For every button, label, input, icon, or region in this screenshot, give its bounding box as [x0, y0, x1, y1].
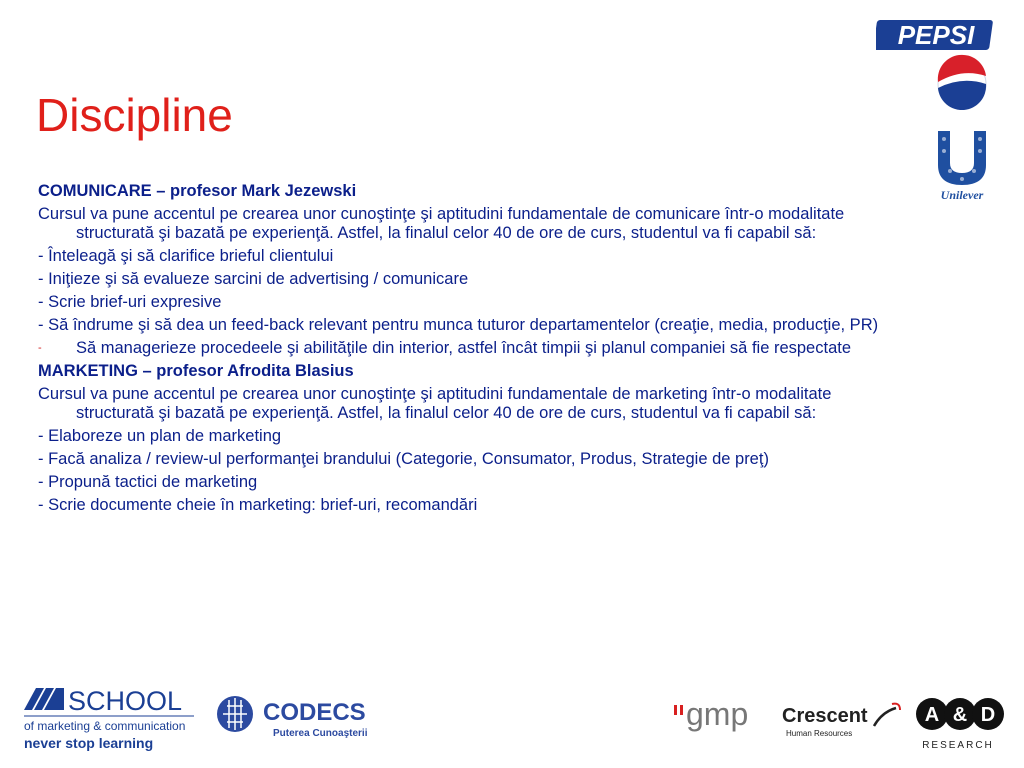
pepsi-wordmark: PEPSI	[897, 20, 975, 50]
iaa-school-subtitle: of marketing & communication	[24, 719, 186, 733]
list-item: - Înteleagă şi să clarifice brieful clientului	[38, 247, 334, 265]
iaa-school-logo	[20, 686, 198, 754]
svg-text:&: &	[952, 704, 968, 726]
list-item: - Scrie documente cheie în marketing: brief-uri, recomandări	[38, 496, 478, 514]
bullet-marker: -	[38, 342, 42, 354]
slide-body	[38, 182, 888, 519]
list-item: - Elaboreze un plan de marketing	[38, 427, 282, 445]
ad-research-logo	[910, 694, 1006, 752]
slide-title: Discipline	[36, 89, 233, 141]
codecs-logo	[215, 688, 385, 744]
gmp-logo	[672, 695, 772, 739]
iaa-school-wordmark: SCHOOL	[68, 686, 183, 716]
list-item: - Iniţieze şi să evalueze sarcini de advertising / comunicare	[38, 270, 469, 288]
pepsi-logo	[876, 14, 996, 110]
section-heading-marketing: MARKETING – profesor Afrodita Blasius	[38, 362, 354, 380]
codecs-wordmark: CODECS	[263, 699, 366, 726]
ad-research-wordmark: RESEARCH	[922, 740, 994, 751]
gmp-wordmark: gmp	[686, 696, 749, 732]
iaa-school-tagline: never stop learning	[24, 735, 154, 751]
list-item: - Propună tactici de marketing	[38, 473, 258, 491]
section-intro-comunicare: Cursul va pune accentul pe crearea unor cunoştinţe şi aptitudini fundamentale de comunicare într-o modalitate structurată şi bazată pe experienţă. Astfel, la finalul celor 40 de ore de curs, studentul va fi capabil să:	[38, 205, 845, 242]
list-item-bulleted	[38, 339, 888, 358]
list-item: - Facă analiza / review-ul performanţei brandului (Categorie, Consumator, Produs, Strategie de preţ)	[38, 450, 769, 468]
crescent-subtitle: Human Resources	[786, 729, 853, 738]
svg-text:A: A	[924, 704, 940, 726]
bullet-item-text: Să managerieze procedeele şi abilităţile din interior, astfel încât timpii şi planul companiei să fie respectate	[76, 339, 852, 357]
crescent-wordmark: Crescent	[782, 705, 868, 727]
crescent-logo	[780, 698, 908, 742]
unilever-wordmark: Unilever	[940, 188, 984, 202]
list-item: - Să îndrume şi să dea un feed-back relevant pentru munca tuturor departamentelor (creaţie, media, producţie, PR)	[38, 316, 879, 334]
codecs-subtitle: Puterea Cunoaşterii	[273, 728, 368, 739]
svg-text:D: D	[980, 704, 996, 726]
section-intro-marketing: Cursul va pune accentul pe crearea unor cunoştinţe şi aptitudini fundamentale de marketing într-o modalitate structurată şi bazată pe experienţă. Astfel, la finalul celor 40 de ore de curs, studentul va fi capabil să:	[38, 385, 832, 422]
list-item: - Scrie brief-uri expresive	[38, 293, 222, 311]
unilever-logo	[928, 125, 996, 203]
section-heading-comunicare: COMUNICARE – profesor Mark Jezewski	[38, 182, 357, 200]
